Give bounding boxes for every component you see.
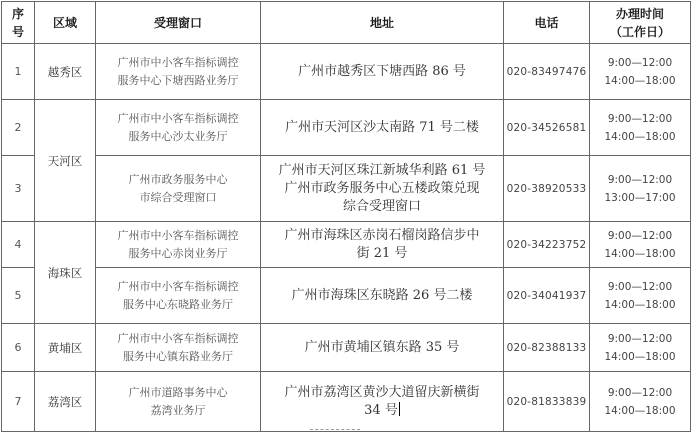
- bottom-dashed-rule: [310, 429, 360, 431]
- header-no-line-2: 号: [11, 24, 24, 39]
- address-line: 广州市越秀区下塘西路 86 号: [298, 63, 466, 79]
- window-line: 服务中心东晓路业务厅: [123, 297, 233, 311]
- hours-cell: [590, 372, 691, 432]
- hours-cell: [590, 100, 691, 156]
- hours-cell: [590, 156, 691, 222]
- hours-line: 14:00—18:00: [604, 130, 676, 143]
- window-cell: [96, 156, 261, 222]
- table-row: [2, 324, 691, 372]
- district-cell: 越秀区: [35, 44, 96, 100]
- phone-cell: 020-34526581: [504, 100, 590, 156]
- phone-cell: 020-38920533: [504, 156, 590, 222]
- hours-line: 14:00—18:00: [604, 74, 676, 87]
- hours-cell: [590, 324, 691, 372]
- table-row: [2, 268, 691, 324]
- window-cell: [96, 268, 261, 324]
- row-number: 3: [2, 156, 35, 222]
- window-cell: [96, 100, 261, 156]
- phone-cell: 020-81833839: [504, 372, 590, 432]
- window-line: 服务中心沙太业务厅: [128, 129, 228, 143]
- address-cell: [261, 222, 504, 268]
- window-line: 广州市道路事务中心: [128, 385, 228, 399]
- hours-cell: [590, 44, 691, 100]
- phone-cell: 020-83497476: [504, 44, 590, 100]
- service-office-table: [1, 1, 691, 432]
- hours-line: 14:00—18:00: [604, 350, 676, 363]
- header-district: 区域: [35, 2, 96, 44]
- window-line: 荔湾业务厅: [150, 403, 206, 417]
- address-cell: [261, 268, 504, 324]
- phone-cell: 020-34223752: [504, 222, 590, 268]
- header-hours: [590, 2, 691, 44]
- hours-cell: [590, 222, 691, 268]
- table-row: [2, 44, 691, 100]
- district-cell: 天河区: [35, 100, 96, 222]
- window-line: 广州市中小客车指标调控: [117, 228, 239, 242]
- address-cell[interactable]: [261, 372, 504, 432]
- header-window: 受理窗口: [96, 2, 261, 44]
- address-line: 广州市海珠区赤岗石榴岗路信步中: [284, 227, 480, 243]
- district-cell: 黄埔区: [35, 324, 96, 372]
- district-cell: 海珠区: [35, 222, 96, 324]
- header-address: 地址: [261, 2, 504, 44]
- address-line: 广州市天河区沙太南路 71 号二楼: [285, 119, 479, 135]
- window-line: 广州市中小客车指标调控: [117, 55, 239, 69]
- table-row: [2, 222, 691, 268]
- row-number: 7: [2, 372, 35, 432]
- row-number: 1: [2, 44, 35, 100]
- address-cell: [261, 100, 504, 156]
- address-line: 34 号: [364, 402, 398, 418]
- hours-line: 14:00—18:00: [604, 298, 676, 311]
- header-hours-line-2: （工作日）: [609, 24, 670, 39]
- table-row: [2, 372, 691, 432]
- window-cell: [96, 222, 261, 268]
- window-line: 服务中心镇东路业务厅: [123, 349, 233, 363]
- hours-line: 14:00—18:00: [604, 404, 676, 417]
- window-line: 服务中心下塘西路业务厅: [117, 73, 239, 87]
- header-hours-line-1: 办理时间: [615, 6, 664, 21]
- address-line-with-caret: [263, 402, 501, 420]
- address-line: 广州市政务服务中心五楼政策兑现: [284, 180, 480, 196]
- phone-cell: 020-34041937: [504, 268, 590, 324]
- hours-line: 9:00—12:00: [607, 229, 673, 242]
- address-line: 街 21 号: [356, 245, 408, 261]
- hours-line: 9:00—12:00: [607, 173, 673, 186]
- address-line: 广州市天河区珠江新城华利路 61 号: [278, 162, 486, 178]
- hours-cell: [590, 268, 691, 324]
- row-number: 6: [2, 324, 35, 372]
- window-line: 广州市政务服务中心: [128, 172, 228, 186]
- address-line: 广州市黄埔区镇东路 35 号: [304, 339, 460, 355]
- header-no-line-1: 序: [11, 6, 24, 21]
- window-line: 广州市中小客车指标调控: [117, 111, 239, 125]
- window-line: 广州市中小客车指标调控: [117, 331, 239, 345]
- address-line: 广州市荔湾区黄沙大道留庆新横街: [284, 384, 480, 400]
- window-line: 广州市中小客车指标调控: [117, 279, 239, 293]
- row-number: 4: [2, 222, 35, 268]
- address-line: 广州市海珠区东晓路 26 号二楼: [291, 287, 473, 303]
- window-cell: [96, 324, 261, 372]
- header-row: [2, 2, 691, 44]
- window-cell: [96, 44, 261, 100]
- district-cell: 荔湾区: [35, 372, 96, 432]
- text-cursor: [399, 402, 400, 416]
- row-number: 2: [2, 100, 35, 156]
- row-number: 5: [2, 268, 35, 324]
- address-cell: [261, 156, 504, 222]
- address-cell: [261, 44, 504, 100]
- hours-line: 9:00—12:00: [607, 280, 673, 293]
- hours-line: 13:00—17:00: [604, 191, 676, 204]
- address-line: 综合受理窗口: [342, 198, 421, 214]
- address-cell: [261, 324, 504, 372]
- hours-line: 9:00—12:00: [607, 112, 673, 125]
- header-no: [2, 2, 35, 44]
- window-line: 服务中心赤岗业务厅: [128, 246, 228, 260]
- hours-line: 9:00—12:00: [607, 56, 673, 69]
- hours-line: 9:00—12:00: [607, 332, 673, 345]
- phone-cell: 020-82388133: [504, 324, 590, 372]
- hours-line: 9:00—12:00: [607, 386, 673, 399]
- table-row: [2, 100, 691, 156]
- window-cell: [96, 372, 261, 432]
- hours-line: 14:00—18:00: [604, 247, 676, 260]
- window-line: 市综合受理窗口: [139, 190, 217, 204]
- header-phone: 电话: [504, 2, 590, 44]
- table-row: [2, 156, 691, 222]
